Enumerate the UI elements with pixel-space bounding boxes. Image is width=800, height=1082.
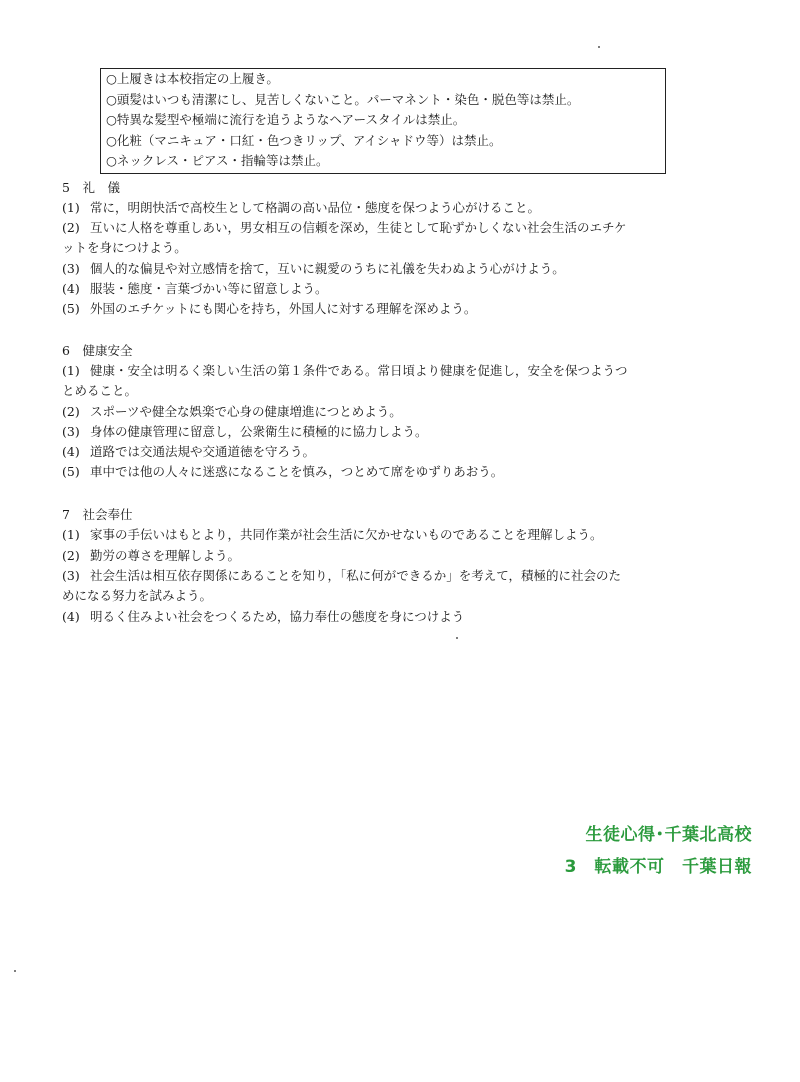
section-5-item-2: (2) 互いに人格を尊重しあい，男女相互の信頼を深め，生徒として恥ずかしくない社会生活のエチケ xyxy=(62,220,627,235)
box-line-3: ○特異な髪型や極端に流行を追うようなヘアースタイルは禁止。 xyxy=(106,112,466,127)
footer-notice: 3 転載不可 千葉日報 xyxy=(564,857,752,877)
section-6-item-2: (2) スポーツや健全な娯楽で心身の健康増進につとめよう。 xyxy=(62,404,402,419)
section-5-item-3: (3) 個人的な偏見や対立感情を捨て，互いに親愛のうちに礼儀を失わぬよう心がけよう。 xyxy=(62,261,565,276)
scan-speck xyxy=(598,46,600,48)
section-7-heading: 7 社会奉仕 xyxy=(62,507,133,522)
scan-speck xyxy=(14,970,16,972)
box-line-4: ○化粧（マニキュア・口紅・色つきリップ、アイシャドウ等）は禁止。 xyxy=(106,132,502,148)
section-6-item-1: (1) 健康・安全は明るく楽しい生活の第１条件である。常日頃より健康を促進し，安全を保つようつ xyxy=(62,363,628,378)
section-7-item-2: (2) 勤労の尊さを理解しよう。 xyxy=(62,548,241,563)
section-5-item-1: (1) 常に，明朗快活で高校生として格調の高い品位・態度を保つよう心がけること。 xyxy=(62,200,541,215)
footer-title: 生徒心得･千葉北高校 xyxy=(585,825,752,845)
section-7-item-3: (3) 社会生活は相互依存関係にあることを知り，「私に何ができるか」を考えて，積極的に社会のた xyxy=(62,568,622,583)
section-6-item-1-cont: とめること。 xyxy=(62,383,138,398)
section-6-item-5: (5) 車中では他の人々に迷惑になることを慎み，つとめて席をゆずりあおう。 xyxy=(62,464,504,479)
dress-code-box xyxy=(100,68,666,174)
section-5-heading: 5 礼 儀 xyxy=(62,180,120,195)
section-7-item-4: (4) 明るく住みよい社会をつくるため，協力奉仕の態度を身につけよう xyxy=(62,609,465,624)
box-line-2: ○頭髪はいつも清潔にし、見苦しくないこと。パーマネント・染色・脱色等は禁止。 xyxy=(106,91,580,107)
box-line-1: ○上履きは本校指定の上履き。 xyxy=(106,71,279,86)
section-7-item-1: (1) 家事の手伝いはもとより，共同作業が社会生活に欠かせないものであることを理解しよう。 xyxy=(62,527,603,542)
section-5-item-2-cont: ットを身につけよう。 xyxy=(62,240,187,255)
scan-speck xyxy=(456,637,458,639)
box-line-5: ○ネックレス・ピアス・指輪等は禁止。 xyxy=(106,153,329,168)
section-6-heading: 6 健康安全 xyxy=(62,343,133,358)
section-5-item-4: (4) 服装・態度・言葉づかい等に留意しよう。 xyxy=(62,281,328,296)
section-7-item-3-cont: めになる努力を試みよう。 xyxy=(62,588,213,603)
section-6-item-4: (4) 道路では交通法規や交通道徳を守ろう。 xyxy=(62,444,316,459)
section-5-item-5: (5) 外国のエチケットにも関心を持ち，外国人に対する理解を深めよう。 xyxy=(62,301,477,316)
section-6-item-3: (3) 身体の健康管理に留意し，公衆衛生に積極的に協力しよう。 xyxy=(62,424,428,439)
